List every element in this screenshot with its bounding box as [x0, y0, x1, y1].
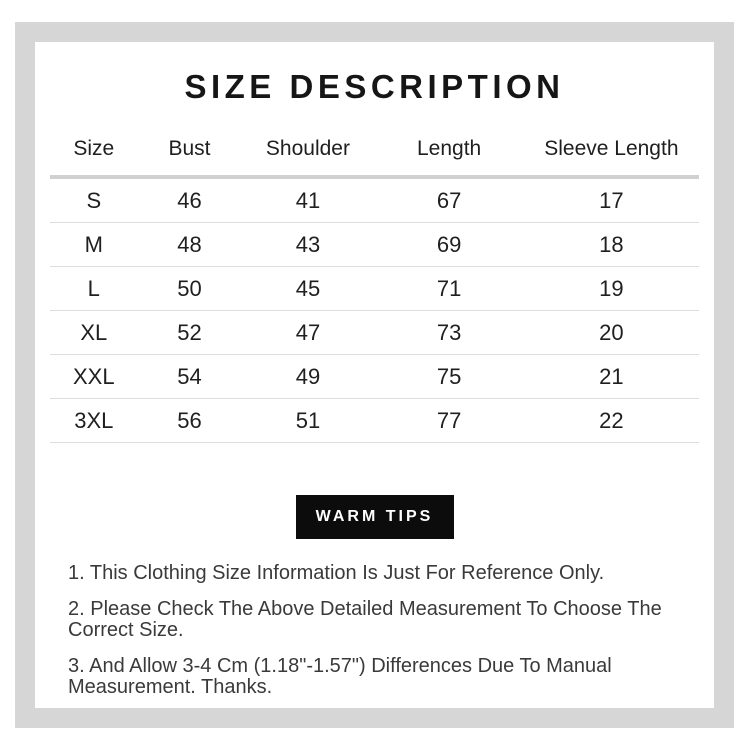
column-header: Bust — [138, 132, 242, 177]
column-header: Shoulder — [241, 132, 374, 177]
column-header: Size — [50, 132, 138, 177]
measurement-cell: 19 — [524, 267, 699, 311]
table-header-row — [50, 132, 699, 177]
measurement-cell: 17 — [524, 177, 699, 223]
measurement-cell: 47 — [241, 311, 374, 355]
measurement-cell: 41 — [241, 177, 374, 223]
measurement-cell: 50 — [138, 267, 242, 311]
tip-item: 3. And Allow 3-4 Cm (1.18"-1.57") Differences Due To Manual Measurement. Thanks. — [68, 654, 612, 699]
measurement-cell: 54 — [138, 355, 242, 399]
measurement-cell: 69 — [374, 223, 523, 267]
gray-frame — [15, 22, 734, 728]
tip-item: 2. Please Check The Above Detailed Measurement To Choose The Correct Size. — [68, 597, 662, 642]
measurement-cell: 22 — [524, 399, 699, 443]
tip-item: 1. This Clothing Size Information Is Just For Reference Only. — [68, 562, 605, 584]
measurement-cell: 21 — [524, 355, 699, 399]
measurement-cell: 71 — [374, 267, 523, 311]
measurement-cell: 46 — [138, 177, 242, 223]
size-label-cell: 3XL — [50, 399, 138, 443]
table-row — [50, 355, 699, 399]
measurement-cell: 48 — [138, 223, 242, 267]
size-label-cell: XL — [50, 311, 138, 355]
measurement-cell: 73 — [374, 311, 523, 355]
size-label-cell: S — [50, 177, 138, 223]
table-row — [50, 399, 699, 443]
tips-list — [68, 563, 698, 699]
measurement-cell: 52 — [138, 311, 242, 355]
measurement-cell: 45 — [241, 267, 374, 311]
table-row — [50, 177, 699, 223]
size-table — [50, 132, 699, 443]
size-description-card — [35, 42, 714, 708]
measurement-cell: 51 — [241, 399, 374, 443]
page-title: SIZE DESCRIPTION — [184, 68, 565, 105]
measurement-cell: 43 — [241, 223, 374, 267]
size-label-cell: XXL — [50, 355, 138, 399]
measurement-cell: 49 — [241, 355, 374, 399]
table-row — [50, 267, 699, 311]
table-row — [50, 311, 699, 355]
warm-tips-badge: WARM TIPS — [296, 495, 454, 539]
measurement-cell: 77 — [374, 399, 523, 443]
measurement-cell: 67 — [374, 177, 523, 223]
column-header: Sleeve Length — [524, 132, 699, 177]
size-label-cell: L — [50, 267, 138, 311]
size-label-cell: M — [50, 223, 138, 267]
measurement-cell: 56 — [138, 399, 242, 443]
measurement-cell: 20 — [524, 311, 699, 355]
measurement-cell: 18 — [524, 223, 699, 267]
measurement-cell: 75 — [374, 355, 523, 399]
column-header: Length — [374, 132, 523, 177]
table-row — [50, 223, 699, 267]
